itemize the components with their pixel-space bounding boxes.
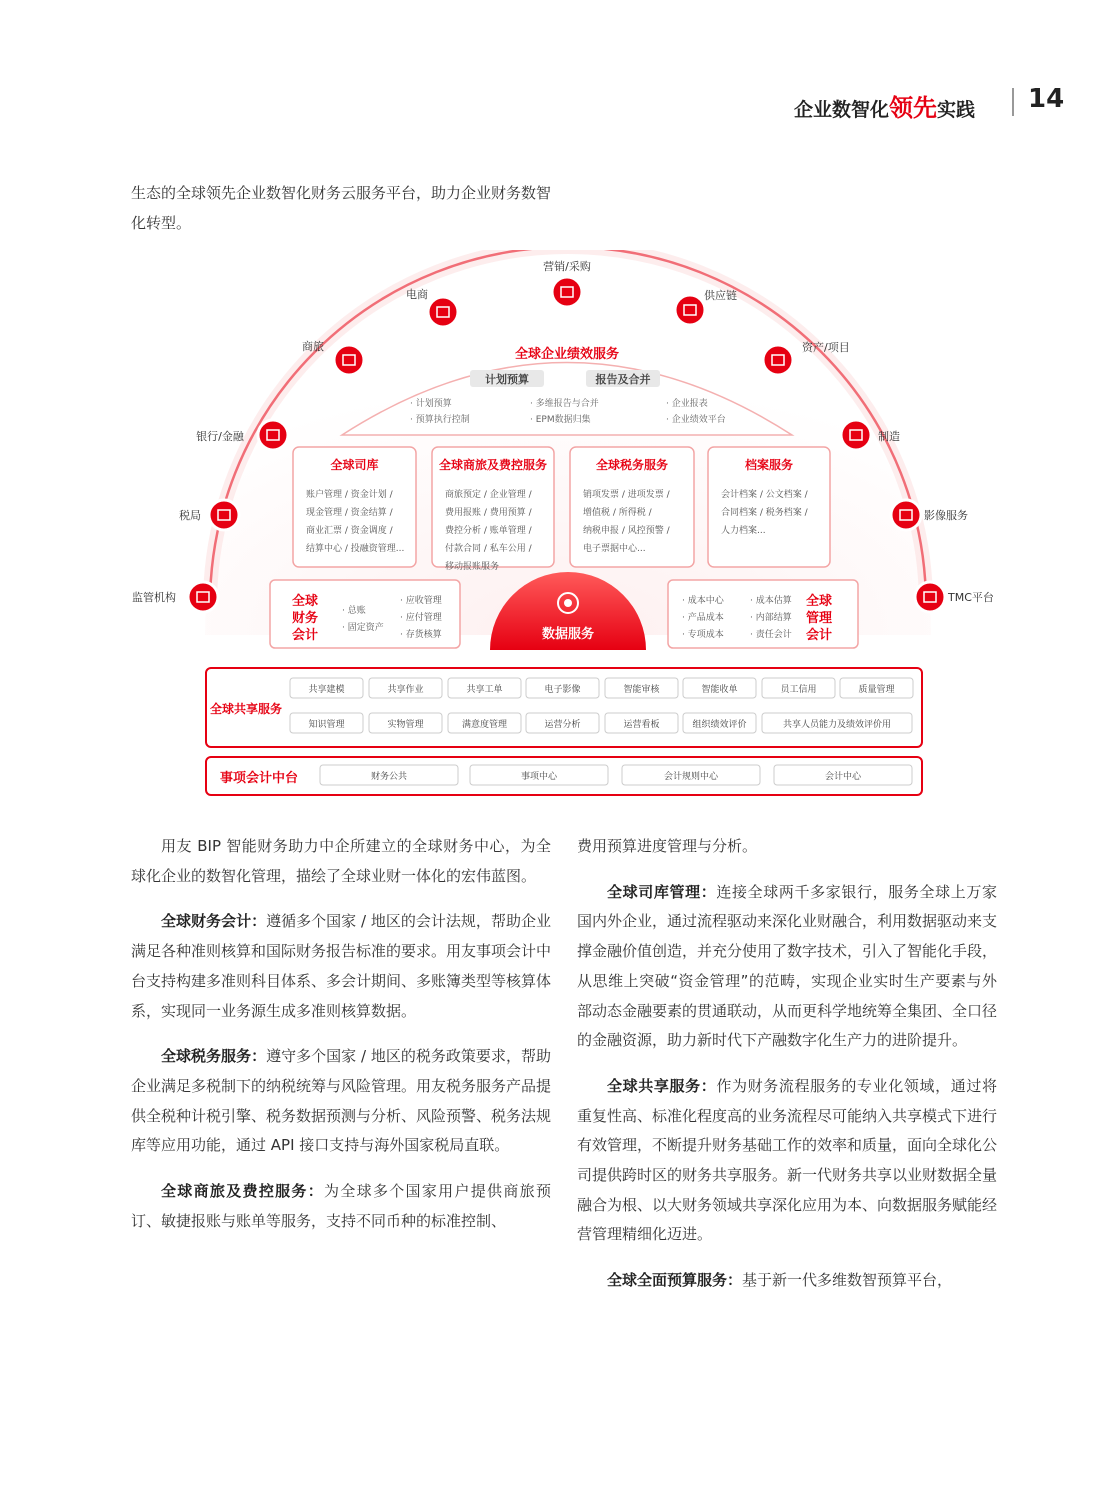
perf-tab-2-label: 报告及合并 (595, 373, 651, 386)
accounting-item: · 固定资产 (342, 623, 384, 633)
shared-chip-label: 共享建模 (308, 685, 345, 695)
accounting-title: 财务 (292, 611, 319, 626)
left-column (131, 832, 551, 1252)
perf-item: · 多维报告与合并 (530, 399, 599, 409)
stamp-icon (188, 582, 218, 612)
mgmt-title: 管理 (806, 611, 833, 626)
people-icon (334, 345, 364, 375)
ship-icon (675, 295, 705, 325)
arc-node-label: 营销/采购 (543, 260, 591, 273)
arc-node-label: TMC平台 (948, 591, 994, 604)
service-box-line: 纳税申报 / 风控预警 / (583, 526, 670, 536)
factory-icon (841, 420, 871, 450)
perf-title: 全球企业绩效服务 (514, 347, 620, 362)
mgmt-item: · 成本中心 (682, 596, 724, 606)
paragraph-text: 费用预算进度管理与分析。 (577, 837, 758, 855)
service-box-line: 电子票据中心... (583, 544, 646, 554)
shared-chip-label: 智能收单 (701, 685, 738, 695)
service-box-line: 商旅预定 / 企业管理 / (445, 490, 532, 500)
event-chip-label: 会计中心 (824, 772, 862, 782)
shared-chip-label: 满意度管理 (461, 720, 508, 730)
service-box-line: 人力档案... (721, 526, 766, 536)
paragraph-heading: 全球税务服务： (161, 1047, 267, 1066)
building-icon (763, 345, 793, 375)
paragraph-heading: 全球财务会计： (161, 912, 267, 931)
chart-icon (891, 500, 921, 530)
service-box-line: 会计档案 / 公文档案 / (721, 490, 808, 500)
shared-chip-label: 共享工单 (466, 685, 503, 695)
perf-item: · 计划预算 (410, 399, 452, 409)
paragraph-text: 为全球多个国家用户提供商旅预订、敏捷报账与账单等服务，支持不同币种的标准控制、 (131, 1182, 551, 1230)
architecture-diagram (120, 250, 1000, 810)
shared-chip-label: 共享人员能力及绩效评价用 (782, 720, 892, 730)
body-paragraph (131, 1042, 551, 1161)
service-box-title: 全球司库 (330, 458, 379, 472)
event-chip-label: 财务公共 (370, 772, 408, 782)
paragraph-heading: 全球司库管理： (607, 882, 717, 901)
paragraph-heading: 全球全面预算服务： (607, 1271, 743, 1290)
page-number: 14 (1028, 84, 1065, 114)
header-title: 企业数智化领先实践 (794, 94, 976, 122)
body-paragraph (131, 907, 551, 1026)
arc-node-label: 电商 (406, 288, 428, 301)
accounting-item: · 总账 (342, 606, 366, 616)
perf-item: · EPM数据归集 (530, 415, 591, 425)
paragraph-text: 遵守多个国家 / 地区的税务政策要求，帮助企业满足多税制下的纳税统筹与风险管理。用友税务服务产品提供全税种计税引擎、税务数据预测与分析、风险预警、税务法规库等应用功能，通过 API 接口支持与海外国家税局直联。 (131, 1047, 552, 1155)
body-paragraph (577, 1072, 997, 1250)
service-box-title: 全球商旅及费控服务 (438, 458, 548, 472)
arc-node-label: 资产/项目 (802, 341, 850, 354)
service-box-title: 档案服务 (744, 458, 794, 472)
body-paragraph (131, 1177, 551, 1236)
mgmt-title: 全球 (806, 594, 833, 609)
service-box-line: 增值税 / 所得税 / (583, 508, 652, 518)
accounting-item: · 应收管理 (400, 596, 442, 606)
shop-icon (552, 277, 582, 307)
monitor-icon (915, 582, 945, 612)
paragraph-heading: 全球共享服务： (607, 1076, 717, 1095)
perf-item: · 企业报表 (666, 399, 708, 409)
paragraph-text: 连接全球两千多家银行，服务全球上万家国内外企业，通过流程驱动来深化业财融合，利用数据驱动来支撑金融价值创造，并充分使用了数字技术，引入了智能化手段，从思维上突破“资金管理”的范畴，实现企业实时生产要素与外部动态金融要素的贯通联动，从而更科学地统筹全集团、全口径的金融资源，助力新时代下产融数字化生产力的进阶提升。 (577, 882, 998, 1050)
arc-node-label: 税局 (179, 509, 201, 522)
service-box-line: 移动报账服务 (445, 562, 500, 572)
mgmt-item: · 内部结算 (750, 613, 792, 623)
paragraph-text: 遵循多个国家 / 地区的会计法规，帮助企业满足各种准则核算和国际财务报告标准的要求。用友事项会计中台支持构建多准则科目体系、多会计期间、多账簿类型等核算体系，实现同一业务源生成多准则核算数据。 (131, 912, 552, 1020)
shared-chip-label: 智能审核 (623, 685, 660, 695)
shared-services-title: 全球共享服务 (210, 702, 283, 716)
body-paragraph (577, 878, 997, 1056)
shared-chip-label: 运营分析 (544, 720, 581, 730)
service-box-line: 商业汇票 / 资金调度 / (306, 526, 393, 536)
perf-tab-1-label: 计划预算 (485, 373, 529, 386)
service-box-line: 账户管理 / 资金计划 / (306, 490, 393, 500)
paragraph-text: 基于新一代多维数智预算平台， (742, 1271, 953, 1290)
service-box-line: 费用报账 / 费用预算 / (445, 508, 532, 518)
cart-icon (428, 297, 458, 327)
accounting-title: 会计 (292, 628, 319, 643)
header-divider (1012, 88, 1014, 116)
event-accounting-title: 事项会计中台 (220, 771, 299, 786)
paragraph-text: 作为财务流程服务的专业化领域，通过将重复性高、标准化程度高的业务流程尽可能纳入共享模式下进行有效管理，不断提升财务基础工作的效率和质量，面向全球化公司提供跨时区的财务共享服务。新一代财务共享以业财数据全量融合为根、以大财务领域共享深化应用为本、向数据服务赋能经营管理精细化迈进。 (577, 1076, 998, 1244)
arc-node-label: 供应链 (704, 289, 737, 302)
service-box-line: 费控分析 / 账单管理 / (445, 526, 532, 536)
mgmt-item: · 责任会计 (750, 630, 792, 640)
paragraph-heading: 全球商旅及费控服务： (161, 1182, 325, 1201)
shared-chip-label: 共享作业 (387, 685, 424, 695)
right-column (577, 832, 997, 1312)
accounting-item: · 存货核算 (400, 630, 442, 640)
shared-chip-label: 组织绩效评价 (692, 720, 747, 730)
arc-node-label: 银行/金融 (196, 430, 244, 443)
arc-node-label: 制造 (878, 430, 900, 443)
mgmt-title: 会计 (806, 628, 833, 643)
event-chip-label: 会计规则中心 (663, 772, 719, 782)
service-box-line: 销项发票 / 进项发票 / (583, 490, 670, 500)
perf-item: · 预算执行控制 (410, 415, 470, 425)
shared-chip-label: 知识管理 (308, 720, 345, 730)
service-box-line: 付款合同 / 私车公用 / (445, 544, 532, 554)
body-paragraph (577, 832, 997, 862)
body-paragraph (577, 1266, 997, 1296)
mgmt-item: · 成本估算 (750, 596, 792, 606)
accounting-title: 全球 (292, 594, 319, 609)
shared-chip-label: 运营看板 (623, 720, 660, 730)
service-box-title: 全球税务服务 (595, 458, 669, 472)
arc-node-label: 监管机构 (132, 591, 176, 604)
mgmt-item: · 专项成本 (682, 630, 724, 640)
target-icon-center (564, 599, 572, 607)
paragraph-text: 用友 BIP 智能财务助力中企所建立的全球财务中心，为全球化企业的数智化管理，描绘了全球业财一体化的宏伟蓝图。 (131, 837, 551, 885)
perf-item: · 企业绩效平台 (666, 415, 726, 425)
accounting-item: · 应付管理 (400, 613, 442, 623)
page-header (760, 84, 1080, 120)
service-box-line: 结算中心 / 投融资管理... (306, 544, 405, 554)
shared-chip-label: 电子影像 (544, 685, 581, 695)
event-chip-label: 事项中心 (520, 772, 558, 782)
shared-chip-label: 实物管理 (387, 720, 424, 730)
shared-chip-label: 质量管理 (858, 685, 895, 695)
mgmt-item: · 产品成本 (682, 613, 724, 623)
intro-paragraph: 生态的全球领先企业数智化财务云服务平台，助力企业财务数智化转型。 (131, 184, 552, 232)
service-box-line: 现金管理 / 资金结算 / (306, 508, 393, 518)
document-icon (209, 500, 239, 530)
body-paragraph (131, 832, 551, 891)
service-box-line: 合同档案 / 税务档案 / (721, 508, 808, 518)
data-service-label: 数据服务 (541, 627, 595, 642)
arc-node-label: 影像服务 (924, 509, 968, 522)
bank-icon (258, 420, 288, 450)
shared-chip-label: 员工信用 (780, 685, 817, 695)
arc-node-label: 商旅 (302, 340, 324, 353)
